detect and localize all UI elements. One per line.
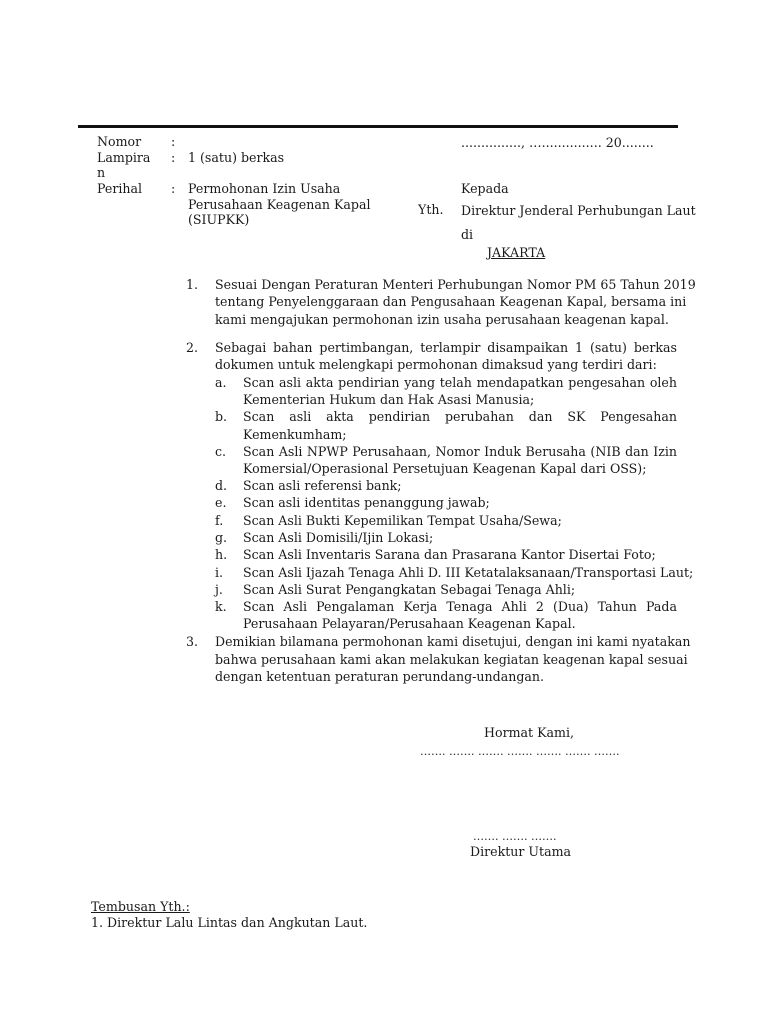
perihal-label: Perihal (97, 181, 143, 196)
subitem-letter: b. (215, 409, 228, 424)
cc-item: 1. Direktur Lalu Lintas dan Angkutan Laut. (91, 915, 368, 930)
subitem-letter: j. (215, 582, 223, 597)
company-name-placeholder: ……. ……. ……. ……. ……. ……. ……. (420, 745, 620, 758)
subitem-line: Scan asli referensi bank; (243, 478, 402, 493)
cc-heading: Tembusan Yth.: (91, 899, 190, 914)
perihal-line: Perusahaan Keagenan Kapal (188, 197, 371, 212)
paragraph-line: dokumen untuk melengkapi permohonan dimaksud yang terdiri dari: (215, 357, 657, 372)
subitem-line: Perusahaan Pelayaran/Perusahaan Keagenan Kapal. (243, 616, 576, 631)
paragraph-line: Demikian bilamana permohonan kami disetujui, dengan ini kami nyatakan (215, 634, 691, 649)
lampiran-label-wrap: n (97, 165, 106, 180)
di-label: di (461, 227, 474, 242)
subitem-line: Scan Asli Bukti Kepemilikan Tempat Usaha/Sewa; (243, 513, 562, 528)
subitem-line: Scan Asli Domisili/Ijin Lokasi; (243, 530, 434, 545)
recipient: Direktur Jenderal Perhubungan Laut (461, 203, 696, 218)
subitem-letter: a. (215, 375, 227, 390)
subitem-line: Scan asli akta pendirian yang telah mendapatkan pengesahan oleh (243, 375, 677, 390)
perihal-colon: : (171, 181, 176, 196)
nomor-colon: : (171, 134, 176, 149)
perihal-line: Permohonan Izin Usaha (188, 181, 341, 196)
subitem-letter: k. (215, 599, 227, 614)
subitem-line: Scan Asli NPWP Perusahaan, Nomor Induk Berusaha (NIB dan Izin (243, 444, 677, 459)
item-number: 1. (186, 277, 199, 292)
subitem-letter: f. (215, 513, 224, 528)
city: JAKARTA (487, 245, 546, 260)
kepada-label: Kepada (461, 181, 509, 196)
subitem-line: Kemenkumham; (243, 427, 347, 442)
lampiran-label: Lampira (97, 150, 151, 165)
nomor-label: Nomor (97, 134, 142, 149)
subitem-letter: c. (215, 444, 227, 459)
lampiran-colon: : (171, 150, 176, 165)
subitem-letter: i. (215, 565, 224, 580)
signer-name-placeholder: ……. ……. ……. (473, 830, 557, 843)
item-number: 3. (186, 634, 199, 649)
paragraph-line: dengan ketentuan peraturan perundang-undangan. (215, 669, 545, 684)
subitem-line: Scan Asli Surat Pengangkatan Sebagai Tenaga Ahli; (243, 582, 576, 597)
yth-label: Yth. (418, 202, 444, 217)
paragraph-line: Sebagai bahan pertimbangan, terlampir disampaikan 1 (satu) berkas (215, 340, 677, 355)
closing-text: Hormat Kami, (484, 725, 574, 740)
subitem-line: Scan Asli Ijazah Tenaga Ahli D. III Ketatalaksanaan/Transportasi Laut; (243, 565, 694, 580)
signer-title: Direktur Utama (470, 844, 572, 859)
date-line: ..............., …............... 20........ (461, 135, 654, 150)
subitem-line: Scan Asli Pengalaman Kerja Tenaga Ahli 2 (Dua) Tahun Pada (243, 599, 677, 614)
subitem-line: Komersial/Operasional Persetujuan Keagenan Kapal dari OSS); (243, 461, 647, 476)
subitem-line: Scan Asli Inventaris Sarana dan Prasarana Kantor Disertai Foto; (243, 547, 656, 562)
subitem-letter: g. (215, 530, 228, 545)
header-rule (78, 125, 678, 128)
lampiran-value: 1 (satu) berkas (188, 150, 285, 165)
paragraph-line: Sesuai Dengan Peraturan Menteri Perhubungan Nomor PM 65 Tahun 2019 (215, 277, 696, 292)
paragraph-line: bahwa perusahaan kami akan melakukan kegiatan keagenan kapal sesuai (215, 652, 688, 667)
paragraph-line: kami mengajukan permohonan izin usaha perusahaan keagenan kapal. (215, 312, 669, 327)
subitem-line: Kementerian Hukum dan Hak Asasi Manusia; (243, 392, 535, 407)
perihal-line: (SIUPKK) (188, 212, 250, 227)
subitem-line: Scan asli akta pendirian perubahan dan SK Pengesahan (243, 409, 677, 424)
subitem-letter: e. (215, 495, 227, 510)
subitem-line: Scan asli identitas penanggung jawab; (243, 495, 490, 510)
subitem-letter: h. (215, 547, 228, 562)
item-number: 2. (186, 340, 199, 355)
paragraph-line: tentang Penyelenggaraan dan Pengusahaan Keagenan Kapal, bersama ini (215, 294, 687, 309)
subitem-letter: d. (215, 478, 228, 493)
